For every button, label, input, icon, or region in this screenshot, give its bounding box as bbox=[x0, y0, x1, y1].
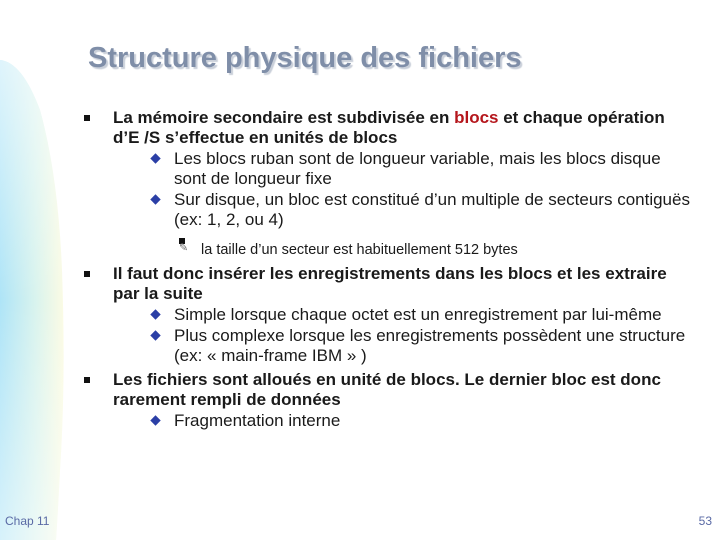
bullet-3 bbox=[84, 370, 694, 431]
diamond-bullet-icon bbox=[150, 330, 160, 340]
bullet-2-sub-2 bbox=[113, 326, 694, 366]
bullet-1-sub-2 bbox=[113, 190, 694, 230]
square-bullet-icon bbox=[84, 115, 90, 121]
page-title: Structure physique des fichiers bbox=[88, 42, 522, 74]
bullet-2 bbox=[84, 264, 694, 366]
bullet-2-text: Il faut donc insérer les enregistrements dans les blocs et les extraire par la suite bbox=[113, 264, 667, 303]
diamond-bullet-icon bbox=[150, 153, 160, 163]
bullet-1-sub-1 bbox=[113, 149, 694, 189]
bullet-2-sub-1-text: Simple lorsque chaque octet est un enregistrement par lui-même bbox=[174, 305, 662, 324]
footer-chapter: Chap 11 bbox=[5, 514, 50, 528]
bullet-3-sub-1-text: Fragmentation interne bbox=[174, 411, 341, 430]
square-bullet-icon bbox=[84, 377, 90, 383]
diamond-bullet-icon bbox=[150, 309, 160, 319]
bullet-1-text-end: et chaque opération d’E /S s’effectue en unités de blocs bbox=[113, 108, 665, 147]
bullet-1-text-start: La mémoire secondaire est subdivisée en bbox=[113, 108, 455, 127]
slide-content bbox=[84, 108, 694, 435]
square-bullet-icon bbox=[84, 271, 90, 277]
pen-bullet-icon: ✎ bbox=[179, 238, 185, 244]
bullet-1-sub-2-detail-text: la taille d’un secteur est habituellement 512 bytes bbox=[201, 242, 518, 258]
bullet-2-sub-2-text: Plus complexe lorsque les enregistrements possèdent une structure (ex: « main-frame IBM » ) bbox=[174, 326, 686, 365]
bullet-1-sub-1-text: Les blocs ruban sont de longueur variable, mais les blocs disque sont de longueur fixe bbox=[174, 149, 661, 188]
footer-page-number: 53 bbox=[698, 514, 712, 528]
diamond-bullet-icon bbox=[150, 415, 160, 425]
bullet-2-sub-1 bbox=[113, 305, 694, 325]
bullet-1-sub-2-text: Sur disque, un bloc est constitué d’un multiple de secteurs contiguës (ex: 1, 2, ou 4) bbox=[174, 190, 690, 229]
bullet-1-highlight: blocs bbox=[454, 108, 499, 127]
bullet-3-sub-1 bbox=[113, 411, 694, 431]
bullet-3-text: Les fichiers sont alloués en unité de blocs. Le dernier bloc est donc rarement rempli de données bbox=[113, 370, 661, 409]
diamond-bullet-icon bbox=[150, 194, 160, 204]
bullet-1-sub-2-detail bbox=[113, 240, 694, 260]
bullet-1 bbox=[84, 108, 694, 260]
